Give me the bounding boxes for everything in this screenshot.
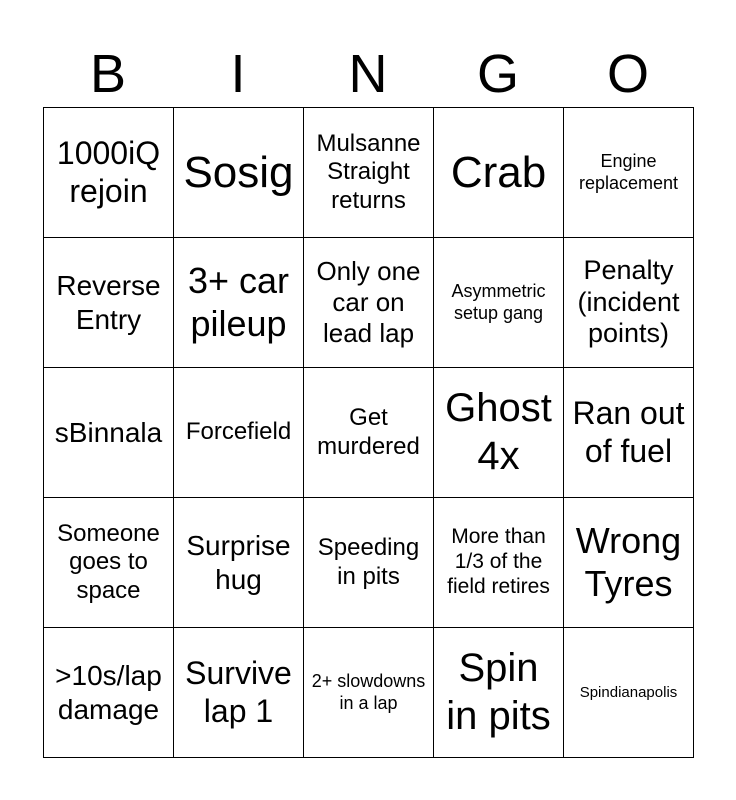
bingo-cell[interactable]: Asymmetric setup gang	[434, 238, 564, 368]
board-row	[44, 238, 694, 368]
bingo-cell[interactable]: Surprise hug	[174, 498, 304, 628]
bingo-cell[interactable]: 3+ car pileup	[174, 238, 304, 368]
bingo-cell[interactable]: 1000iQ rejoin	[44, 108, 174, 238]
bingo-cell[interactable]: Someone goes to space	[44, 498, 174, 628]
bingo-board	[43, 107, 694, 758]
bingo-cell[interactable]: Only one car on lead lap	[304, 238, 434, 368]
bingo-cell[interactable]: Engine replacement	[564, 108, 694, 238]
header-letter-i: I	[230, 44, 246, 104]
bingo-cell[interactable]: Get murdered	[304, 368, 434, 498]
bingo-header	[43, 40, 693, 108]
bingo-cell[interactable]: Penalty (incident points)	[564, 238, 694, 368]
board-row	[44, 368, 694, 498]
header-letter-g: G	[476, 44, 519, 104]
board-row	[44, 108, 694, 238]
header-letter-o: O	[606, 44, 649, 104]
bingo-cell[interactable]: sBinnala	[44, 368, 174, 498]
board-row	[44, 628, 694, 758]
bingo-cell[interactable]: More than 1/3 of the field retires	[434, 498, 564, 628]
bingo-cell[interactable]: Survive lap 1	[174, 628, 304, 758]
header-letter-n: N	[348, 44, 388, 104]
bingo-cell[interactable]: Spin in pits	[434, 628, 564, 758]
bingo-cell[interactable]: Ran out of fuel	[564, 368, 694, 498]
bingo-cell[interactable]: Ghost 4x	[434, 368, 564, 498]
bingo-cell[interactable]: 2+ slowdowns in a lap	[304, 628, 434, 758]
bingo-cell[interactable]: Forcefield	[174, 368, 304, 498]
bingo-cell[interactable]: >10s/lap damage	[44, 628, 174, 758]
bingo-cell[interactable]: Wrong Tyres	[564, 498, 694, 628]
header-letter-b: B	[89, 44, 127, 104]
bingo-cell[interactable]: Mulsanne Straight returns	[304, 108, 434, 238]
bingo-cell[interactable]: Sosig	[174, 108, 304, 238]
bingo-cell[interactable]: Spindianapolis	[564, 628, 694, 758]
bingo-cell[interactable]: Crab	[434, 108, 564, 238]
bingo-cell[interactable]: Reverse Entry	[44, 238, 174, 368]
board-row	[44, 498, 694, 628]
bingo-cell[interactable]: Speeding in pits	[304, 498, 434, 628]
